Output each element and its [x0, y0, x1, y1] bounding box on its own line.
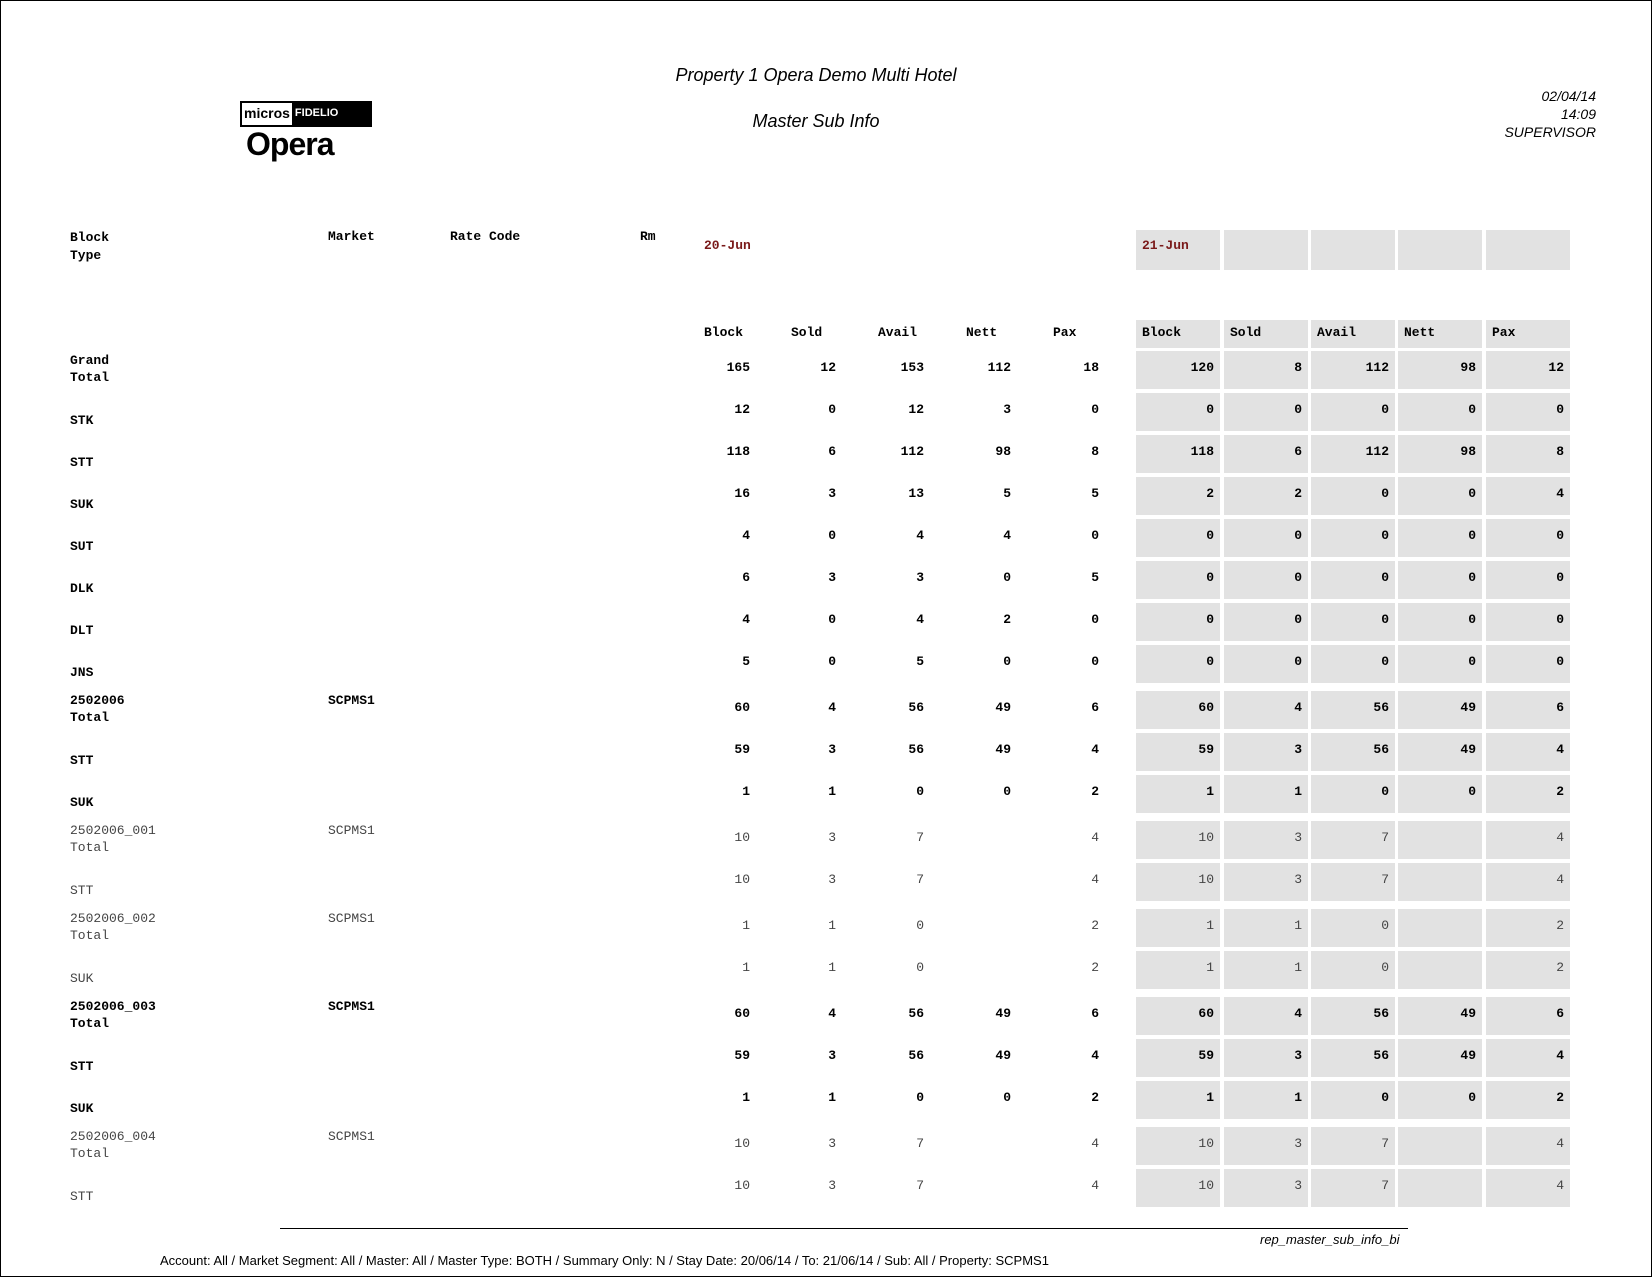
d2-pax-value: 2 — [1486, 1081, 1570, 1119]
d1-sold-value: 3 — [828, 570, 836, 585]
col-header-sold-d2: Sold — [1224, 320, 1308, 348]
d1-avail-value: 3 — [916, 570, 924, 585]
report-title: Master Sub Info — [752, 111, 880, 131]
d2-block-value: 59 — [1136, 733, 1220, 771]
d2-block-value: 118 — [1136, 435, 1220, 473]
d2-sold-value: 6 — [1224, 435, 1308, 473]
col-header-nett-d2: Nett — [1398, 320, 1482, 348]
row-label: 2502006 Total — [70, 693, 125, 725]
d2-block-value: 59 — [1136, 1039, 1220, 1077]
d2-sold-value: 1 — [1224, 775, 1308, 813]
property-name: Property 1 Opera Demo Multi Hotel — [675, 65, 957, 85]
d1-block-value: 1 — [742, 960, 750, 975]
d2-pax-value: 4 — [1486, 863, 1570, 901]
d1-sold-value: 3 — [828, 1136, 836, 1151]
row-label: STT — [70, 753, 94, 768]
logo-micros-text: micros — [242, 103, 292, 125]
d1-sold-value: 6 — [828, 444, 836, 459]
d2-pax-value: 0 — [1486, 645, 1570, 683]
report-code: rep_master_sub_info_bi — [1260, 1232, 1400, 1247]
row-label: Grand Total — [70, 353, 110, 385]
d2-pax-value: 0 — [1486, 519, 1570, 557]
row-label: SUK — [70, 1101, 94, 1116]
row-label: 2502006_002 Total — [70, 911, 156, 943]
d1-block-value: 10 — [734, 872, 750, 887]
micros-fidelio-logo — [240, 101, 372, 127]
logo-fidelio-text: FIDELIO — [292, 103, 370, 125]
d2-pax-value: 6 — [1486, 997, 1570, 1035]
row-market: SCPMS1 — [328, 911, 375, 926]
d1-pax-value: 6 — [1091, 700, 1099, 715]
d1-sold-value: 0 — [828, 612, 836, 627]
d2-sold-value: 3 — [1224, 821, 1308, 859]
d1-avail-value: 4 — [916, 528, 924, 543]
col-header-sold: Sold — [791, 325, 823, 340]
d2-sold-value: 3 — [1224, 1169, 1308, 1207]
row-label: STT — [70, 1189, 94, 1204]
d2-sold-value: 1 — [1224, 909, 1308, 947]
d2-sold-value: 1 — [1224, 1081, 1308, 1119]
d2-block-value: 1 — [1136, 909, 1220, 947]
d2-pax-value: 0 — [1486, 561, 1570, 599]
d2-nett-value: 0 — [1398, 561, 1482, 599]
d2-avail-value: 0 — [1311, 393, 1395, 431]
d1-sold-value: 3 — [828, 486, 836, 501]
d2-pax-value: 6 — [1486, 691, 1570, 729]
d1-nett-value: 0 — [1003, 654, 1011, 669]
d2-block-value: 0 — [1136, 603, 1220, 641]
d1-avail-value: 0 — [916, 918, 924, 933]
d1-pax-value: 0 — [1091, 612, 1099, 627]
d2-block-value: 0 — [1136, 645, 1220, 683]
d1-avail-value: 0 — [916, 960, 924, 975]
d2-avail-value: 7 — [1311, 1169, 1395, 1207]
d1-avail-value: 7 — [916, 1136, 924, 1151]
d2-block-value: 0 — [1136, 561, 1220, 599]
d2-block-value: 10 — [1136, 863, 1220, 901]
d2-avail-value: 56 — [1311, 1039, 1395, 1077]
d2-sold-value: 3 — [1224, 863, 1308, 901]
d1-pax-value: 4 — [1091, 1136, 1099, 1151]
row-market: SCPMS1 — [328, 693, 375, 708]
block-type-header: Block Type — [70, 230, 110, 263]
d2-pax-value: 4 — [1486, 733, 1570, 771]
d1-nett-value: 5 — [1003, 486, 1011, 501]
d1-sold-value: 1 — [828, 960, 836, 975]
d2-avail-value: 7 — [1311, 863, 1395, 901]
d1-nett-value: 49 — [995, 1048, 1011, 1063]
date1-header: 20-Jun — [704, 238, 751, 253]
row-label: JNS — [70, 665, 94, 680]
d2-nett-value: 0 — [1398, 1081, 1482, 1119]
d1-pax-value: 2 — [1091, 1090, 1099, 1105]
d1-nett-value: 49 — [995, 700, 1011, 715]
row-market: SCPMS1 — [328, 1129, 375, 1144]
d1-avail-value: 7 — [916, 872, 924, 887]
row-label: STT — [70, 1059, 94, 1074]
d2-pax-value: 4 — [1486, 1169, 1570, 1207]
d2-nett-value: 98 — [1398, 435, 1482, 473]
d1-sold-value: 0 — [828, 654, 836, 669]
d1-pax-value: 4 — [1091, 1178, 1099, 1193]
report-user: SUPERVISOR — [1504, 124, 1596, 140]
date2-header-cell — [1224, 230, 1308, 270]
d1-avail-value: 56 — [908, 1048, 924, 1063]
d1-pax-value: 0 — [1091, 528, 1099, 543]
row-label: STT — [70, 883, 94, 898]
d2-avail-value: 56 — [1311, 691, 1395, 729]
d2-block-value: 1 — [1136, 951, 1220, 989]
d2-sold-value: 0 — [1224, 603, 1308, 641]
report-parameters: Account: All / Market Segment: All / Master: All / Master Type: BOTH / Summary Only: N / Stay Date: 20/06/14 / To: 21/06/14 / Sub: All / Property: SCPMS1 — [160, 1253, 1049, 1268]
d1-nett-value: 49 — [995, 1006, 1011, 1021]
d2-nett-value: 49 — [1398, 1039, 1482, 1077]
d2-nett-value — [1398, 863, 1482, 901]
d1-block-value: 59 — [734, 1048, 750, 1063]
d2-pax-value: 0 — [1486, 393, 1570, 431]
d2-block-value: 60 — [1136, 997, 1220, 1035]
d2-avail-value: 0 — [1311, 603, 1395, 641]
d1-nett-value: 0 — [1003, 1090, 1011, 1105]
d2-pax-value: 2 — [1486, 951, 1570, 989]
d2-avail-value: 0 — [1311, 561, 1395, 599]
market-header: Market — [328, 229, 375, 244]
d1-nett-value: 4 — [1003, 528, 1011, 543]
row-market: SCPMS1 — [328, 823, 375, 838]
d2-sold-value: 4 — [1224, 691, 1308, 729]
d2-avail-value: 0 — [1311, 477, 1395, 515]
d2-pax-value: 4 — [1486, 477, 1570, 515]
d2-avail-value: 112 — [1311, 351, 1395, 389]
date2-header-cell — [1486, 230, 1570, 270]
d1-block-value: 60 — [734, 700, 750, 715]
d1-nett-value: 49 — [995, 742, 1011, 757]
d2-avail-value: 7 — [1311, 821, 1395, 859]
row-label: STK — [70, 413, 94, 428]
d2-pax-value: 8 — [1486, 435, 1570, 473]
d2-avail-value: 0 — [1311, 645, 1395, 683]
d1-nett-value: 2 — [1003, 612, 1011, 627]
d1-pax-value: 6 — [1091, 1006, 1099, 1021]
d1-block-value: 118 — [726, 444, 750, 459]
d1-avail-value: 153 — [900, 360, 924, 375]
d1-avail-value: 7 — [916, 1178, 924, 1193]
row-market: SCPMS1 — [328, 999, 375, 1014]
col-header-nett: Nett — [966, 325, 998, 340]
row-label: STT — [70, 455, 94, 470]
d1-pax-value: 4 — [1091, 830, 1099, 845]
d1-nett-value: 98 — [995, 444, 1011, 459]
d2-sold-value: 8 — [1224, 351, 1308, 389]
d1-block-value: 59 — [734, 742, 750, 757]
d2-nett-value: 0 — [1398, 393, 1482, 431]
rate-code-header: Rate Code — [450, 229, 521, 244]
d2-block-value: 0 — [1136, 519, 1220, 557]
d1-sold-value: 3 — [828, 742, 836, 757]
d2-nett-value: 98 — [1398, 351, 1482, 389]
d2-pax-value: 2 — [1486, 909, 1570, 947]
d1-sold-value: 12 — [820, 360, 836, 375]
d1-avail-value: 12 — [908, 402, 924, 417]
d2-avail-value: 7 — [1311, 1127, 1395, 1165]
d2-nett-value: 0 — [1398, 775, 1482, 813]
d1-sold-value: 0 — [828, 402, 836, 417]
d1-block-value: 1 — [742, 784, 750, 799]
d2-pax-value: 4 — [1486, 1039, 1570, 1077]
d2-nett-value — [1398, 951, 1482, 989]
d2-nett-value — [1398, 821, 1482, 859]
d2-pax-value: 4 — [1486, 1127, 1570, 1165]
d1-block-value: 165 — [726, 360, 750, 375]
date2-header-cell — [1398, 230, 1482, 270]
col-header-pax-d2: Pax — [1486, 320, 1570, 348]
col-header-block: Block — [704, 325, 744, 340]
d1-pax-value: 2 — [1091, 960, 1099, 975]
d2-sold-value: 3 — [1224, 733, 1308, 771]
d2-avail-value: 56 — [1311, 997, 1395, 1035]
d2-pax-value: 0 — [1486, 603, 1570, 641]
col-header-block-d2: Block — [1136, 320, 1220, 348]
d1-nett-value: 112 — [987, 360, 1011, 375]
footer-rule — [280, 1228, 1408, 1229]
d1-pax-value: 4 — [1091, 872, 1099, 887]
d2-avail-value: 0 — [1311, 519, 1395, 557]
d1-sold-value: 3 — [828, 872, 836, 887]
d1-pax-value: 8 — [1091, 444, 1099, 459]
d2-avail-value: 112 — [1311, 435, 1395, 473]
row-label: SUK — [70, 497, 94, 512]
row-label: 2502006_004 Total — [70, 1129, 156, 1161]
d1-pax-value: 0 — [1091, 402, 1099, 417]
d1-avail-value: 0 — [916, 784, 924, 799]
d2-sold-value: 1 — [1224, 951, 1308, 989]
d2-block-value: 120 — [1136, 351, 1220, 389]
d2-nett-value: 0 — [1398, 645, 1482, 683]
d1-block-value: 16 — [734, 486, 750, 501]
col-header-avail-d2: Avail — [1311, 320, 1395, 348]
d1-avail-value: 4 — [916, 612, 924, 627]
d1-sold-value: 1 — [828, 1090, 836, 1105]
d1-sold-value: 3 — [828, 830, 836, 845]
d2-sold-value: 0 — [1224, 561, 1308, 599]
d2-pax-value: 12 — [1486, 351, 1570, 389]
d1-pax-value: 2 — [1091, 784, 1099, 799]
d1-block-value: 12 — [734, 402, 750, 417]
d2-sold-value: 3 — [1224, 1039, 1308, 1077]
row-label: 2502006_001 Total — [70, 823, 156, 855]
d1-block-value: 4 — [742, 528, 750, 543]
d1-block-value: 6 — [742, 570, 750, 585]
d2-nett-value: 49 — [1398, 691, 1482, 729]
d2-sold-value: 4 — [1224, 997, 1308, 1035]
d2-block-value: 10 — [1136, 1169, 1220, 1207]
row-label: SUK — [70, 971, 94, 986]
date2-header-cell — [1136, 230, 1220, 270]
row-label: SUK — [70, 795, 94, 810]
report-time: 14:09 — [1560, 106, 1596, 122]
d2-avail-value: 0 — [1311, 909, 1395, 947]
d2-pax-value: 2 — [1486, 775, 1570, 813]
d1-block-value: 10 — [734, 1178, 750, 1193]
d2-sold-value: 3 — [1224, 1127, 1308, 1165]
d2-sold-value: 2 — [1224, 477, 1308, 515]
col-header-pax: Pax — [1053, 325, 1077, 340]
d1-block-value: 4 — [742, 612, 750, 627]
d1-pax-value: 0 — [1091, 654, 1099, 669]
d1-avail-value: 56 — [908, 742, 924, 757]
d2-avail-value: 0 — [1311, 951, 1395, 989]
d2-nett-value — [1398, 909, 1482, 947]
d2-nett-value: 0 — [1398, 519, 1482, 557]
d2-sold-value: 0 — [1224, 393, 1308, 431]
d1-avail-value: 56 — [908, 700, 924, 715]
col-header-avail: Avail — [878, 325, 918, 340]
d1-block-value: 10 — [734, 1136, 750, 1151]
d1-avail-value: 7 — [916, 830, 924, 845]
report-date: 02/04/14 — [1541, 88, 1596, 104]
d1-nett-value: 0 — [1003, 784, 1011, 799]
d2-nett-value: 49 — [1398, 733, 1482, 771]
d2-block-value: 0 — [1136, 393, 1220, 431]
row-label: DLT — [70, 623, 94, 638]
d1-avail-value: 112 — [900, 444, 924, 459]
d1-avail-value: 56 — [908, 1006, 924, 1021]
d2-block-value: 10 — [1136, 821, 1220, 859]
d1-sold-value: 1 — [828, 784, 836, 799]
row-label: 2502006_003 Total — [70, 999, 156, 1031]
d2-nett-value: 49 — [1398, 997, 1482, 1035]
d1-sold-value: 4 — [828, 700, 836, 715]
d1-avail-value: 0 — [916, 1090, 924, 1105]
d2-avail-value: 0 — [1311, 775, 1395, 813]
d1-block-value: 10 — [734, 830, 750, 845]
d1-avail-value: 13 — [908, 486, 924, 501]
d1-sold-value: 4 — [828, 1006, 836, 1021]
row-label: SUT — [70, 539, 94, 554]
d2-nett-value — [1398, 1169, 1482, 1207]
d1-avail-value: 5 — [916, 654, 924, 669]
d1-sold-value: 0 — [828, 528, 836, 543]
d1-nett-value: 0 — [1003, 570, 1011, 585]
date2-header: 21-Jun — [1142, 238, 1189, 253]
d1-sold-value: 3 — [828, 1178, 836, 1193]
d2-sold-value: 0 — [1224, 645, 1308, 683]
d2-block-value: 2 — [1136, 477, 1220, 515]
d1-block-value: 1 — [742, 918, 750, 933]
d2-block-value: 1 — [1136, 775, 1220, 813]
opera-logo: Opera — [246, 126, 334, 162]
date2-header-cell — [1311, 230, 1395, 270]
d1-sold-value: 3 — [828, 1048, 836, 1063]
d1-block-value: 5 — [742, 654, 750, 669]
d1-pax-value: 5 — [1091, 486, 1099, 501]
d2-sold-value: 0 — [1224, 519, 1308, 557]
d2-block-value: 60 — [1136, 691, 1220, 729]
d2-nett-value — [1398, 1127, 1482, 1165]
row-label: DLK — [70, 581, 94, 596]
d1-block-value: 1 — [742, 1090, 750, 1105]
d2-nett-value: 0 — [1398, 477, 1482, 515]
d1-block-value: 60 — [734, 1006, 750, 1021]
d2-block-value: 10 — [1136, 1127, 1220, 1165]
d1-pax-value: 5 — [1091, 570, 1099, 585]
d1-pax-value: 18 — [1083, 360, 1099, 375]
rm-header: Rm — [640, 229, 656, 244]
d2-avail-value: 56 — [1311, 733, 1395, 771]
d1-pax-value: 4 — [1091, 742, 1099, 757]
d1-pax-value: 2 — [1091, 918, 1099, 933]
report-meta — [1504, 87, 1596, 141]
d2-block-value: 1 — [1136, 1081, 1220, 1119]
d2-avail-value: 0 — [1311, 1081, 1395, 1119]
d1-sold-value: 1 — [828, 918, 836, 933]
d1-pax-value: 4 — [1091, 1048, 1099, 1063]
d2-pax-value: 4 — [1486, 821, 1570, 859]
d2-nett-value: 0 — [1398, 603, 1482, 641]
d1-nett-value: 3 — [1003, 402, 1011, 417]
